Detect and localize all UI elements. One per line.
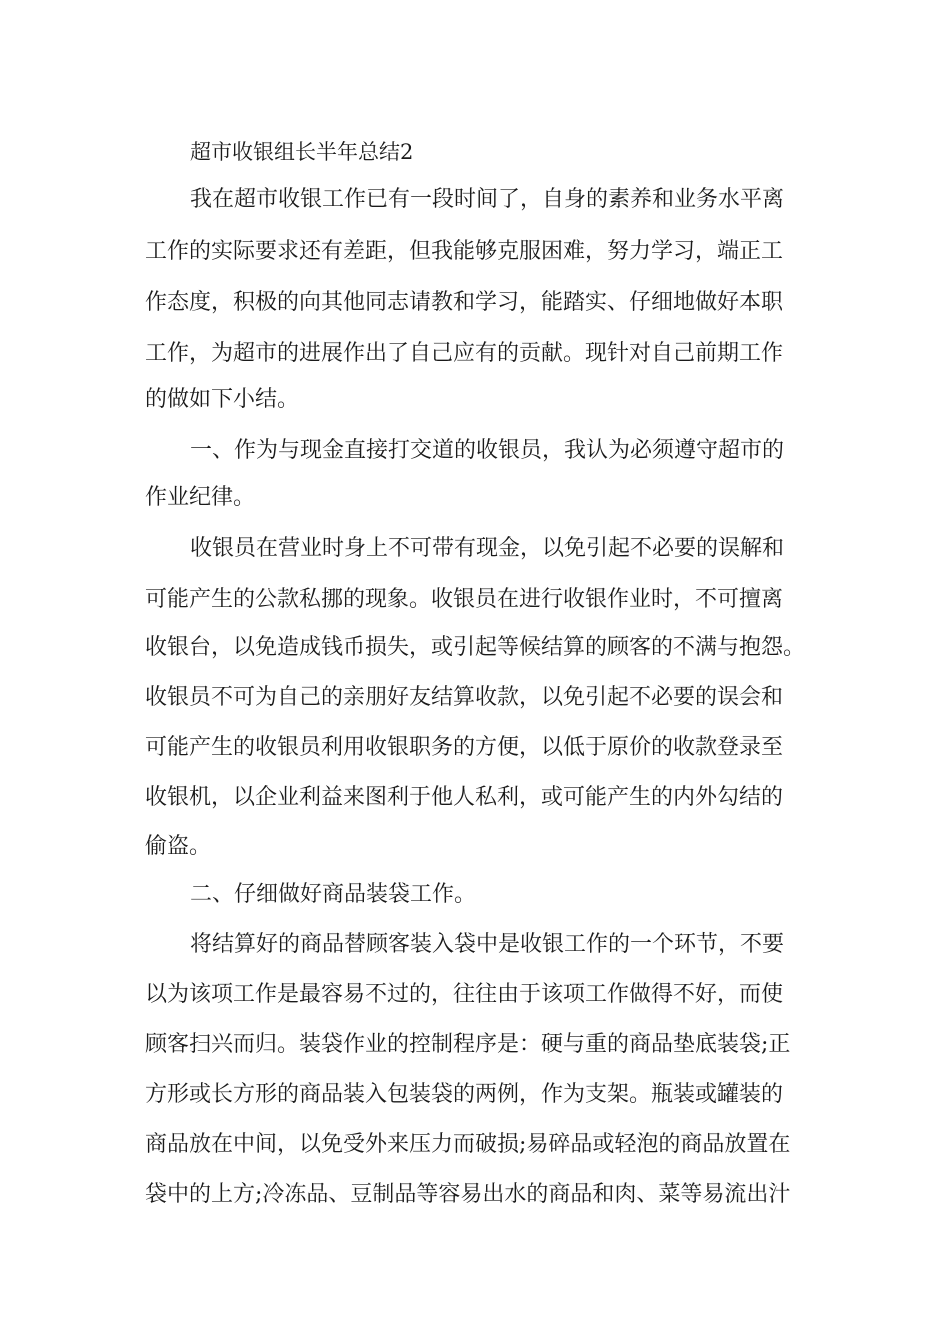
paragraph-line: 以为该项工作是最容易不过的，往往由于该项工作做得不好，而使: [145, 982, 784, 1007]
paragraph-line: 收银台，以免造成钱币损失，或引起等候结算的顾客的不满与抱怨。: [145, 635, 806, 660]
paragraph-line: 的做如下小结。: [145, 387, 300, 412]
document-title: 超市收银组长半年总结2: [190, 140, 414, 164]
paragraph-line: 工作，为超市的进展作出了自己应有的贡献。现针对自己前期工作: [145, 341, 784, 366]
paragraph-line: 作态度，积极的向其他同志请教和学习，能踏实、仔细地做好本职: [145, 290, 784, 315]
paragraph-line: 收银员不可为自己的亲朋好友结算收款，以免引起不必要的误会和: [145, 685, 784, 710]
paragraph-line: 收银员在营业时身上不可带有现金，以免引起不必要的误解和: [190, 536, 785, 561]
paragraph-line: 作业纪律。: [145, 485, 256, 510]
paragraph-line: 收银机，以企业利益来图利于他人私利，或可能产生的内外勾结的: [145, 785, 784, 810]
paragraph-line: 可能产生的收银员利用收银职务的方便，以低于原价的收款登录至: [145, 735, 784, 760]
paragraph-line: 偷盗。: [145, 834, 212, 859]
paragraph-line: 二、仔细做好商品装袋工作。: [190, 882, 477, 907]
paragraph-line: 我在超市收银工作已有一段时间了，自身的素养和业务水平离: [190, 187, 785, 212]
paragraph-line: 袋中的上方;冷冻品、豆制品等容易出水的商品和肉、菜等易流出汁: [145, 1182, 791, 1207]
paragraph-line: 工作的实际要求还有差距，但我能够克服困难，努力学习，端正工: [145, 239, 784, 264]
paragraph-line: 一、作为与现金直接打交道的收银员，我认为必须遵守超市的: [190, 438, 785, 463]
paragraph-line: 可能产生的公款私挪的现象。收银员在进行收银作业时，不可擅离: [145, 587, 784, 612]
paragraph-line: 将结算好的商品替顾客装入袋中是收银工作的一个环节，不要: [190, 932, 785, 957]
paragraph-line: 方形或长方形的商品装入包装袋的两例，作为支架。瓶装或罐装的: [145, 1082, 784, 1107]
paragraph-line: 顾客扫兴而归。装袋作业的控制程序是：硬与重的商品垫底装袋;正: [145, 1032, 791, 1057]
paragraph-line: 商品放在中间，以免受外来压力而破损;易碎品或轻泡的商品放置在: [145, 1132, 791, 1157]
